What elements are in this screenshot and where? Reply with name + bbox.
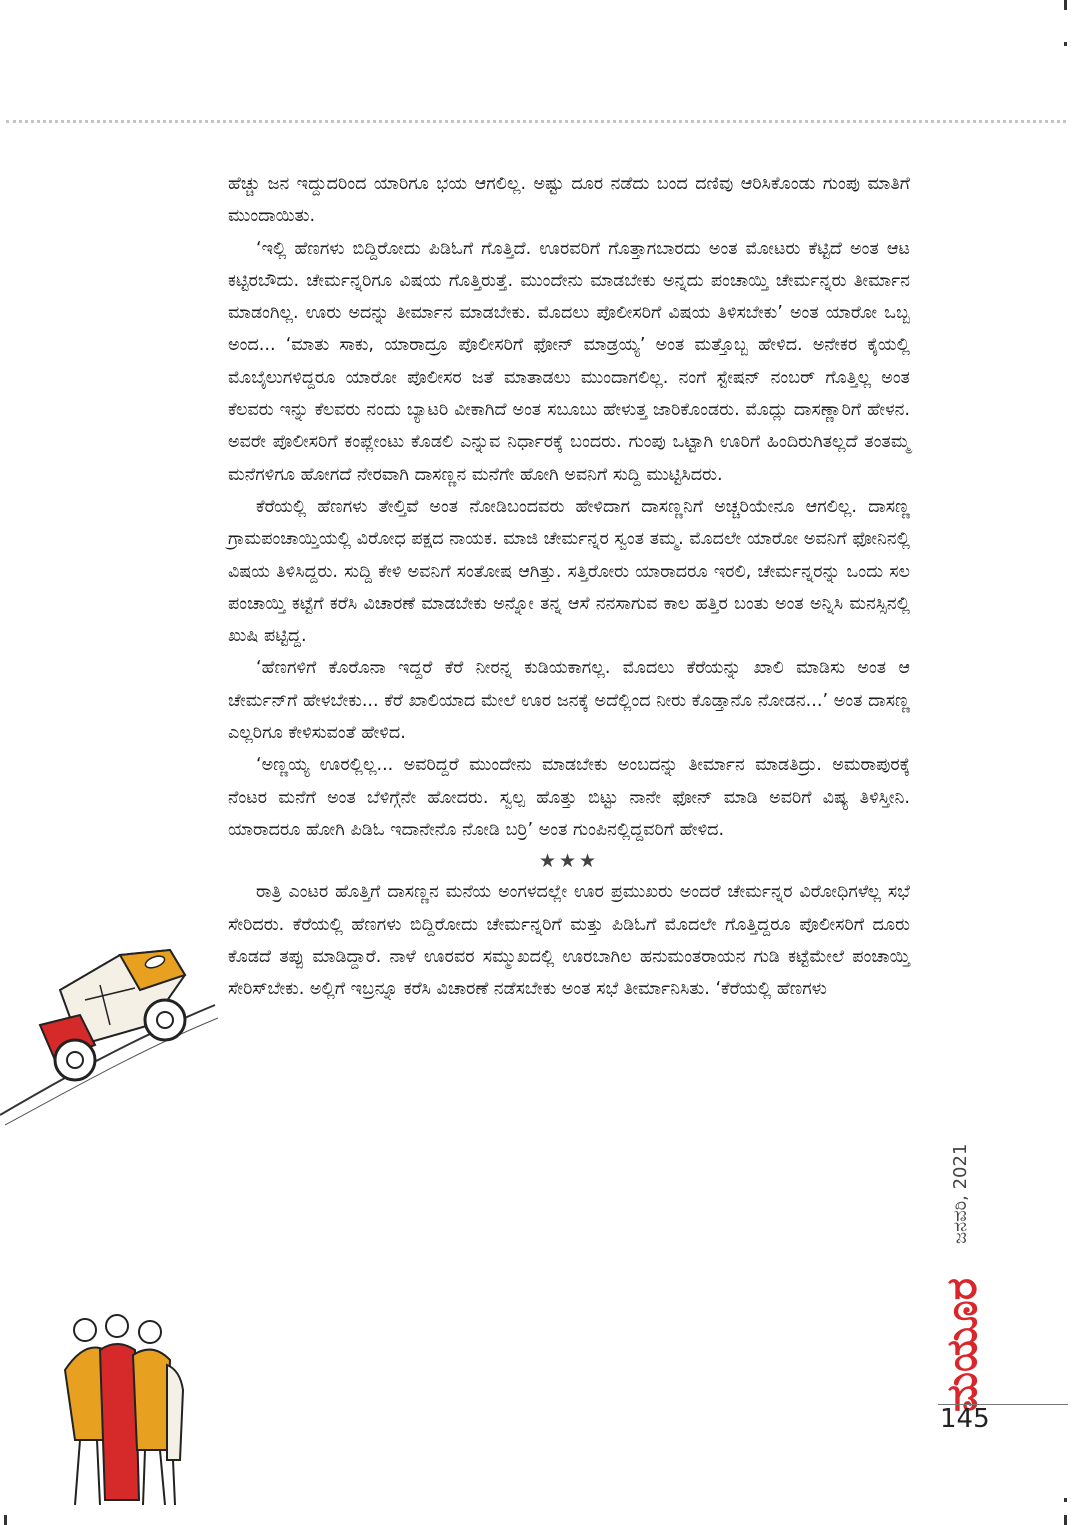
paragraph: ಕೆರೆಯಲ್ಲಿ ಹೆಣಗಳು ತೇಲ್ತಿವೆ ಅಂತ ನೋಡಿಬಂದವರು ಹೇಳಿದಾಗ ದಾಸಣ್ಣನಿಗೆ ಅಚ್ಚರಿಯೇನೂ ಆಗಲಿಲ್ಲ. ದಾಸಣ್ಣ ಗ್ರಾಮಪಂಚಾಯ್ತಿಯಲ್ಲಿ ವಿರೋಧ ಪಕ್ಷದ ನಾಯಕ. ಮಾಜಿ ಚೇರ್ಮನ್ನರ ಸ್ವಂತ ತಮ್ಮ. ಮೊದಲೇ ಯಾರೋ ಅವನಿಗೆ ಫೋನಿನಲ್ಲಿ ವಿಷಯ ತಿಳಿಸಿದ್ದರು. ಸುದ್ದಿ ಕೇಳಿ ಅವನಿಗೆ ಸಂತೋಷ ಆಗಿತ್ತು. ಸತ್ತಿರೋರು ಯಾರಾದರೂ ಇರಲಿ, ಚೇರ್ಮನ್ನರನ್ನು ಒಂದು ಸಲ ಪಂಚಾಯ್ತಿ ಕಟ್ಟೆಗೆ ಕರೆಸಿ ವಿಚಾರಣೆ ಮಾಡಬೇಕು ಅನ್ನೋ ತನ್ನ ಆಸೆ ನನಸಾಗುವ ಕಾಲ ಹತ್ತಿರ ಬಂತು ಅಂತ ಅನ್ನಿಸಿ ಮನಸ್ಸಿನಲ್ಲಿ ಖುಷಿ ಪಟ್ಟಿದ್ದ. <box>228 496 910 647</box>
page-number: 145 <box>940 1404 990 1434</box>
magazine-logo: ಮಯೂರ <box>937 1278 986 1412</box>
police-jeep-illustration <box>0 930 220 1130</box>
crop-mark <box>1064 0 1067 10</box>
crop-mark <box>4 1515 7 1525</box>
section-separator: ★★★ <box>538 850 600 873</box>
paragraph: ‘ಇಲ್ಲಿ ಹೆಣಗಳು ಬಿದ್ದಿರೋದು ಪಿಡಿಓಗೆ ಗೊತ್ತಿದೆ. ಊರವರಿಗೆ ಗೊತ್ತಾಗಬಾರದು ಅಂತ ಮೋಟರು ಕೆಟ್ಟಿದೆ ಅಂತ ಆಟ ಕಟ್ಟಿರಬೌದು. ಚೇರ್ಮನ್ನರಿಗೂ ವಿಷಯ ಗೊತ್ತಿರುತ್ತೆ. ಮುಂದೇನು ಮಾಡಬೇಕು ಅನ್ನದು ಪಂಚಾಯ್ತಿ ಚೇರ್ಮನ್ನರು ತೀರ್ಮಾನ ಮಾಡಂಗಿಲ್ಲ. ಊರು ಅದನ್ನು ತೀರ್ಮಾನ ಮಾಡಬೇಕು. ಮೊದಲು ಪೊಲೀಸರಿಗೆ ವಿಷಯ ತಿಳಿಸಬೇಕು’ ಅಂತ ಯಾರೋ ಒಬ್ಬ ಅಂದ... ‘ಮಾತು ಸಾಕು, ಯಾರಾದ್ರೂ ಪೊಲೀಸರಿಗೆ ಫೋನ್ ಮಾಡ್ರಯ್ಯ’ ಅಂತ ಮತ್ತೊಬ್ಬ ಹೇಳಿದ. ಅನೇಕರ ಕೈಯಲ್ಲಿ ಮೊಬೈಲುಗಳಿದ್ದರೂ ಯಾರೋ ಪೊಲೀಸರ ಜತೆ ಮಾತಾಡಲು ಮುಂದಾಗಲಿಲ್ಲ. ನಂಗೆ ಸ್ಟೇಷನ್ ನಂಬರ್ ಗೊತ್ತಿಲ್ಲ ಅಂತ ಕೆಲವರು ಇನ್ನು ಕೆಲವರು ನಂದು ಬ್ಯಾಟರಿ ವೀಕಾಗಿದೆ ಅಂತ ಸಬೂಬು ಹೇಳುತ್ತ ಜಾರಿಕೊಂಡರು. ಮೊದ್ಲು ದಾಸಣ್ಣಾರಿಗೆ ಹೇಳನ. ಅವರೇ ಪೊಲೀಸರಿಗೆ ಕಂಪ್ಲೇಂಟು ಕೊಡಲಿ ಎನ್ನುವ ನಿರ್ಧಾರಕ್ಕೆ ಬಂದರು. ಗುಂಪು ಒಟ್ಟಾಗಿ ಊರಿಗೆ ಹಿಂದಿರುಗಿತಲ್ಲದೆ ತಂತಮ್ಮ ಮನೆಗಳಿಗೂ ಹೋಗದೆ ನೇರವಾಗಿ ದಾಸಣ್ಣನ ಮನೆಗೇ ಹೋಗಿ ಅವನಿಗೆ ಸುದ್ದಿ ಮುಟ್ಟಿಸಿದರು. <box>228 238 910 485</box>
paragraph: ರಾತ್ರಿ ಎಂಟರ ಹೊತ್ತಿಗೆ ದಾಸಣ್ಣನ ಮನೆಯ ಅಂಗಳದಲ್ಲೇ ಊರ ಪ್ರಮುಖರು ಅಂದರೆ ಚೇರ್ಮನ್ನರ ವಿರೋಧಿಗಳೆಲ್ಲ ಸಭೆ ಸೇರಿದರು. ಕೆರೆಯಲ್ಲಿ ಹೆಣಗಳು ಬಿದ್ದಿರೋದು ಚೇರ್ಮನ್ನರಿಗೆ ಮತ್ತು ಪಿಡಿಓಗೆ ಮೊದಲೇ ಗೊತ್ತಿದ್ದರೂ ಪೊಲೀಸರಿಗೆ ದೂರು ಕೊಡದೆ ತಪ್ಪು ಮಾಡಿದ್ದಾರೆ. ನಾಳೆ ಊರವರ ಸಮ್ಮುಖದಲ್ಲಿ ಊರಬಾಗಿಲ ಹನುಮಂತರಾಯನ ಗುಡಿ ಕಟ್ಟೆಮೇಲೆ ಪಂಚಾಯ್ತಿ ಸೇರಿಸ್‌ಬೇಕು. ಅಲ್ಲಿಗೆ ಇಬ್ರನ್ನೂ ಕರೆಸಿ ವಿಚಾರಣೆ ನಡೆಸಬೇಕು ಅಂತ ಸಭೆ ತೀರ್ಮಾನಿಸಿತು. ‘ಕೆರೆಯಲ್ಲಿ ಹೆಣಗಳು <box>228 882 910 1000</box>
crop-mark <box>1064 42 1067 46</box>
magazine-sidebar <box>937 1020 986 1416</box>
paragraph: ಹೆಚ್ಚು ಜನ ಇದ್ದುದರಿಂದ ಯಾರಿಗೂ ಭಯ ಆಗಲಿಲ್ಲ. ಅಷ್ಟು ದೂರ ನಡೆದು ಬಂದ ದಣಿವು ಆರಿಸಿಕೊಂಡು ಗುಂಪು ಮಾತಿಗೆ ಮುಂದಾಯಿತು. <box>228 174 910 227</box>
header-dotted-rule <box>6 120 1066 123</box>
issue-date: ಜನವರಿ, 2021 <box>950 1143 971 1244</box>
article-body <box>228 168 910 1005</box>
paragraph: ‘ಅಣ್ಣಯ್ಯ ಊರಲ್ಲಿಲ್ಲ... ಅವರಿದ್ದರೆ ಮುಂದೇನು ಮಾಡಬೇಕು ಅಂಬದನ್ನು ತೀರ್ಮಾನ ಮಾಡತಿದ್ರು. ಅಮರಾಪುರಕ್ಕೆ ನೆಂಟರ ಮನೆಗೆ ಅಂತ ಬೆಳಿಗ್ಗೆನೇ ಹೋದರು. ಸ್ವಲ್ಪ ಹೊತ್ತು ಬಿಟ್ಟು ನಾನೇ ಫೋನ್ ಮಾಡಿ ಅವರಿಗೆ ವಿಷ್ಯ ತಿಳಿಸ್ತೀನಿ. ಯಾರಾದರೂ ಹೋಗಿ ಪಿಡಿಓ ಇದಾನೇನೊ ನೋಡಿ ಬರ್ರಿ’ ಅಂತ ಗುಂಪಿನಲ್ಲಿದ್ದವರಿಗೆ ಹೇಳಿದ. <box>228 755 910 840</box>
group-of-people-illustration <box>55 1310 195 1510</box>
crop-mark <box>1064 1515 1067 1525</box>
crop-mark <box>1064 1498 1067 1502</box>
paragraph: ‘ಹೆಣಗಳಿಗೆ ಕೊರೊನಾ ಇದ್ದರೆ ಕೆರೆ ನೀರನ್ನ ಕುಡಿಯಕಾಗಲ್ಲ. ಮೊದಲು ಕೆರೆಯನ್ನು ಖಾಲಿ ಮಾಡಿಸು ಅಂತ ಆ ಚೇರ್ಮನ್‌ಗೆ ಹೇಳಬೇಕು... ಕೆರೆ ಖಾಲಿಯಾದ ಮೇಲೆ ಊರ ಜನಕ್ಕೆ ಅದೆಲ್ಲಿಂದ ನೀರು ಕೊಡ್ತಾನೊ ನೋಡನ...’ ಅಂತ ದಾಸಣ್ಣ ಎಲ್ಲರಿಗೂ ಕೇಳಿಸುವಂತೆ ಹೇಳಿದ. <box>228 658 910 744</box>
